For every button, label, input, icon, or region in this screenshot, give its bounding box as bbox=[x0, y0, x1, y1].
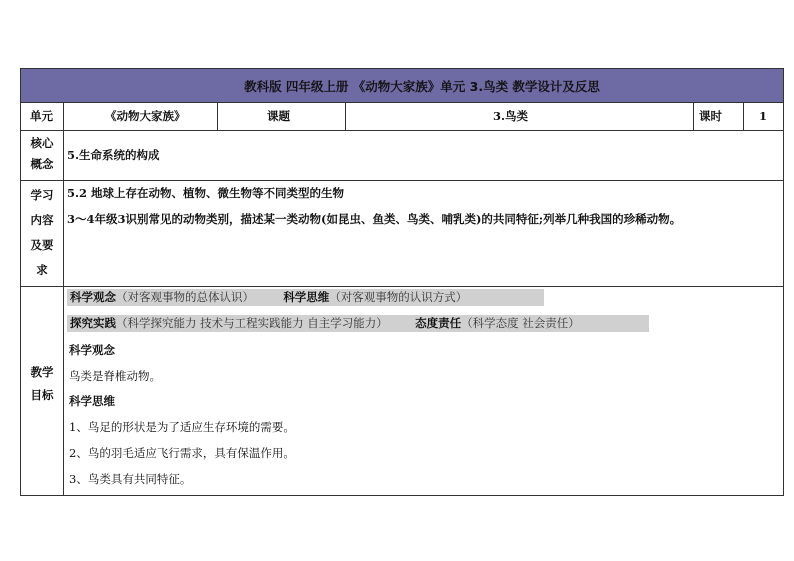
goal-heading-concept: 科学观念 bbox=[69, 343, 115, 357]
goal-item: 2、鸟的羽毛适应飞行需求，具有保温作用。 bbox=[69, 446, 295, 460]
tag-desc: （科学态度 社会责任） bbox=[461, 316, 580, 330]
table-title: 教科版 四年级上册 《动物大家族》单元 3.鸟类 教学设计及反思 bbox=[21, 69, 783, 103]
goal-item: 1、鸟足的形状是为了适应生存环境的需要。 bbox=[69, 420, 295, 434]
goals-label: 教学 目标 bbox=[30, 365, 54, 402]
tag-desc: （对客观事物的总体认识） bbox=[116, 290, 254, 304]
goal-heading-thinking: 科学思维 bbox=[69, 394, 115, 408]
column-divider bbox=[743, 103, 744, 130]
hours-value: 1 bbox=[759, 109, 768, 123]
requirements-line-1: 5.2 地球上存在动物、植物、微生物等不同类型的生物 bbox=[67, 186, 345, 200]
goal-text-concept: 鸟类是脊椎动物。 bbox=[69, 369, 161, 383]
tag-key: 态度责任 bbox=[415, 316, 462, 330]
row-divider bbox=[21, 180, 783, 181]
requirements-label: 学习 内容 及要 求 bbox=[30, 188, 54, 277]
tag-desc: （科学探究能力 技术与工程实践能力 自主学习能力） bbox=[116, 316, 388, 330]
hours-label: 课时 bbox=[699, 109, 722, 123]
core-concept-label: 核心 概念 bbox=[30, 136, 54, 171]
requirements-line-2: 3～4年级3识别常见的动物类别，描述某一类动物(如昆虫、鱼类、鸟类、哺乳类)的共同特征;列举几种我国的珍稀动物。 bbox=[67, 212, 682, 226]
lesson-label: 课题 bbox=[267, 109, 290, 123]
tag-key: 探究实践 bbox=[70, 316, 116, 330]
tag-key: 科学思维 bbox=[283, 290, 330, 304]
lesson-plan-table bbox=[20, 68, 784, 496]
column-divider bbox=[63, 103, 64, 495]
column-divider bbox=[217, 103, 218, 130]
tag-desc: （对客观事物的认识方式） bbox=[329, 290, 468, 304]
core-concept-text: 5.生命系统的构成 bbox=[67, 148, 160, 162]
row-divider bbox=[21, 130, 783, 131]
column-divider bbox=[345, 103, 346, 130]
goal-tags-row-1 bbox=[67, 289, 544, 306]
row-divider bbox=[21, 286, 783, 287]
unit-label: 单元 bbox=[30, 109, 53, 123]
unit-value: 《动物大家族》 bbox=[105, 109, 186, 123]
lesson-value: 3.鸟类 bbox=[493, 109, 529, 123]
tag-key: 科学观念 bbox=[70, 290, 116, 304]
goal-tags-row-2 bbox=[67, 315, 649, 332]
column-divider bbox=[693, 103, 694, 130]
goal-item: 3、鸟类具有共同特征。 bbox=[69, 472, 192, 486]
